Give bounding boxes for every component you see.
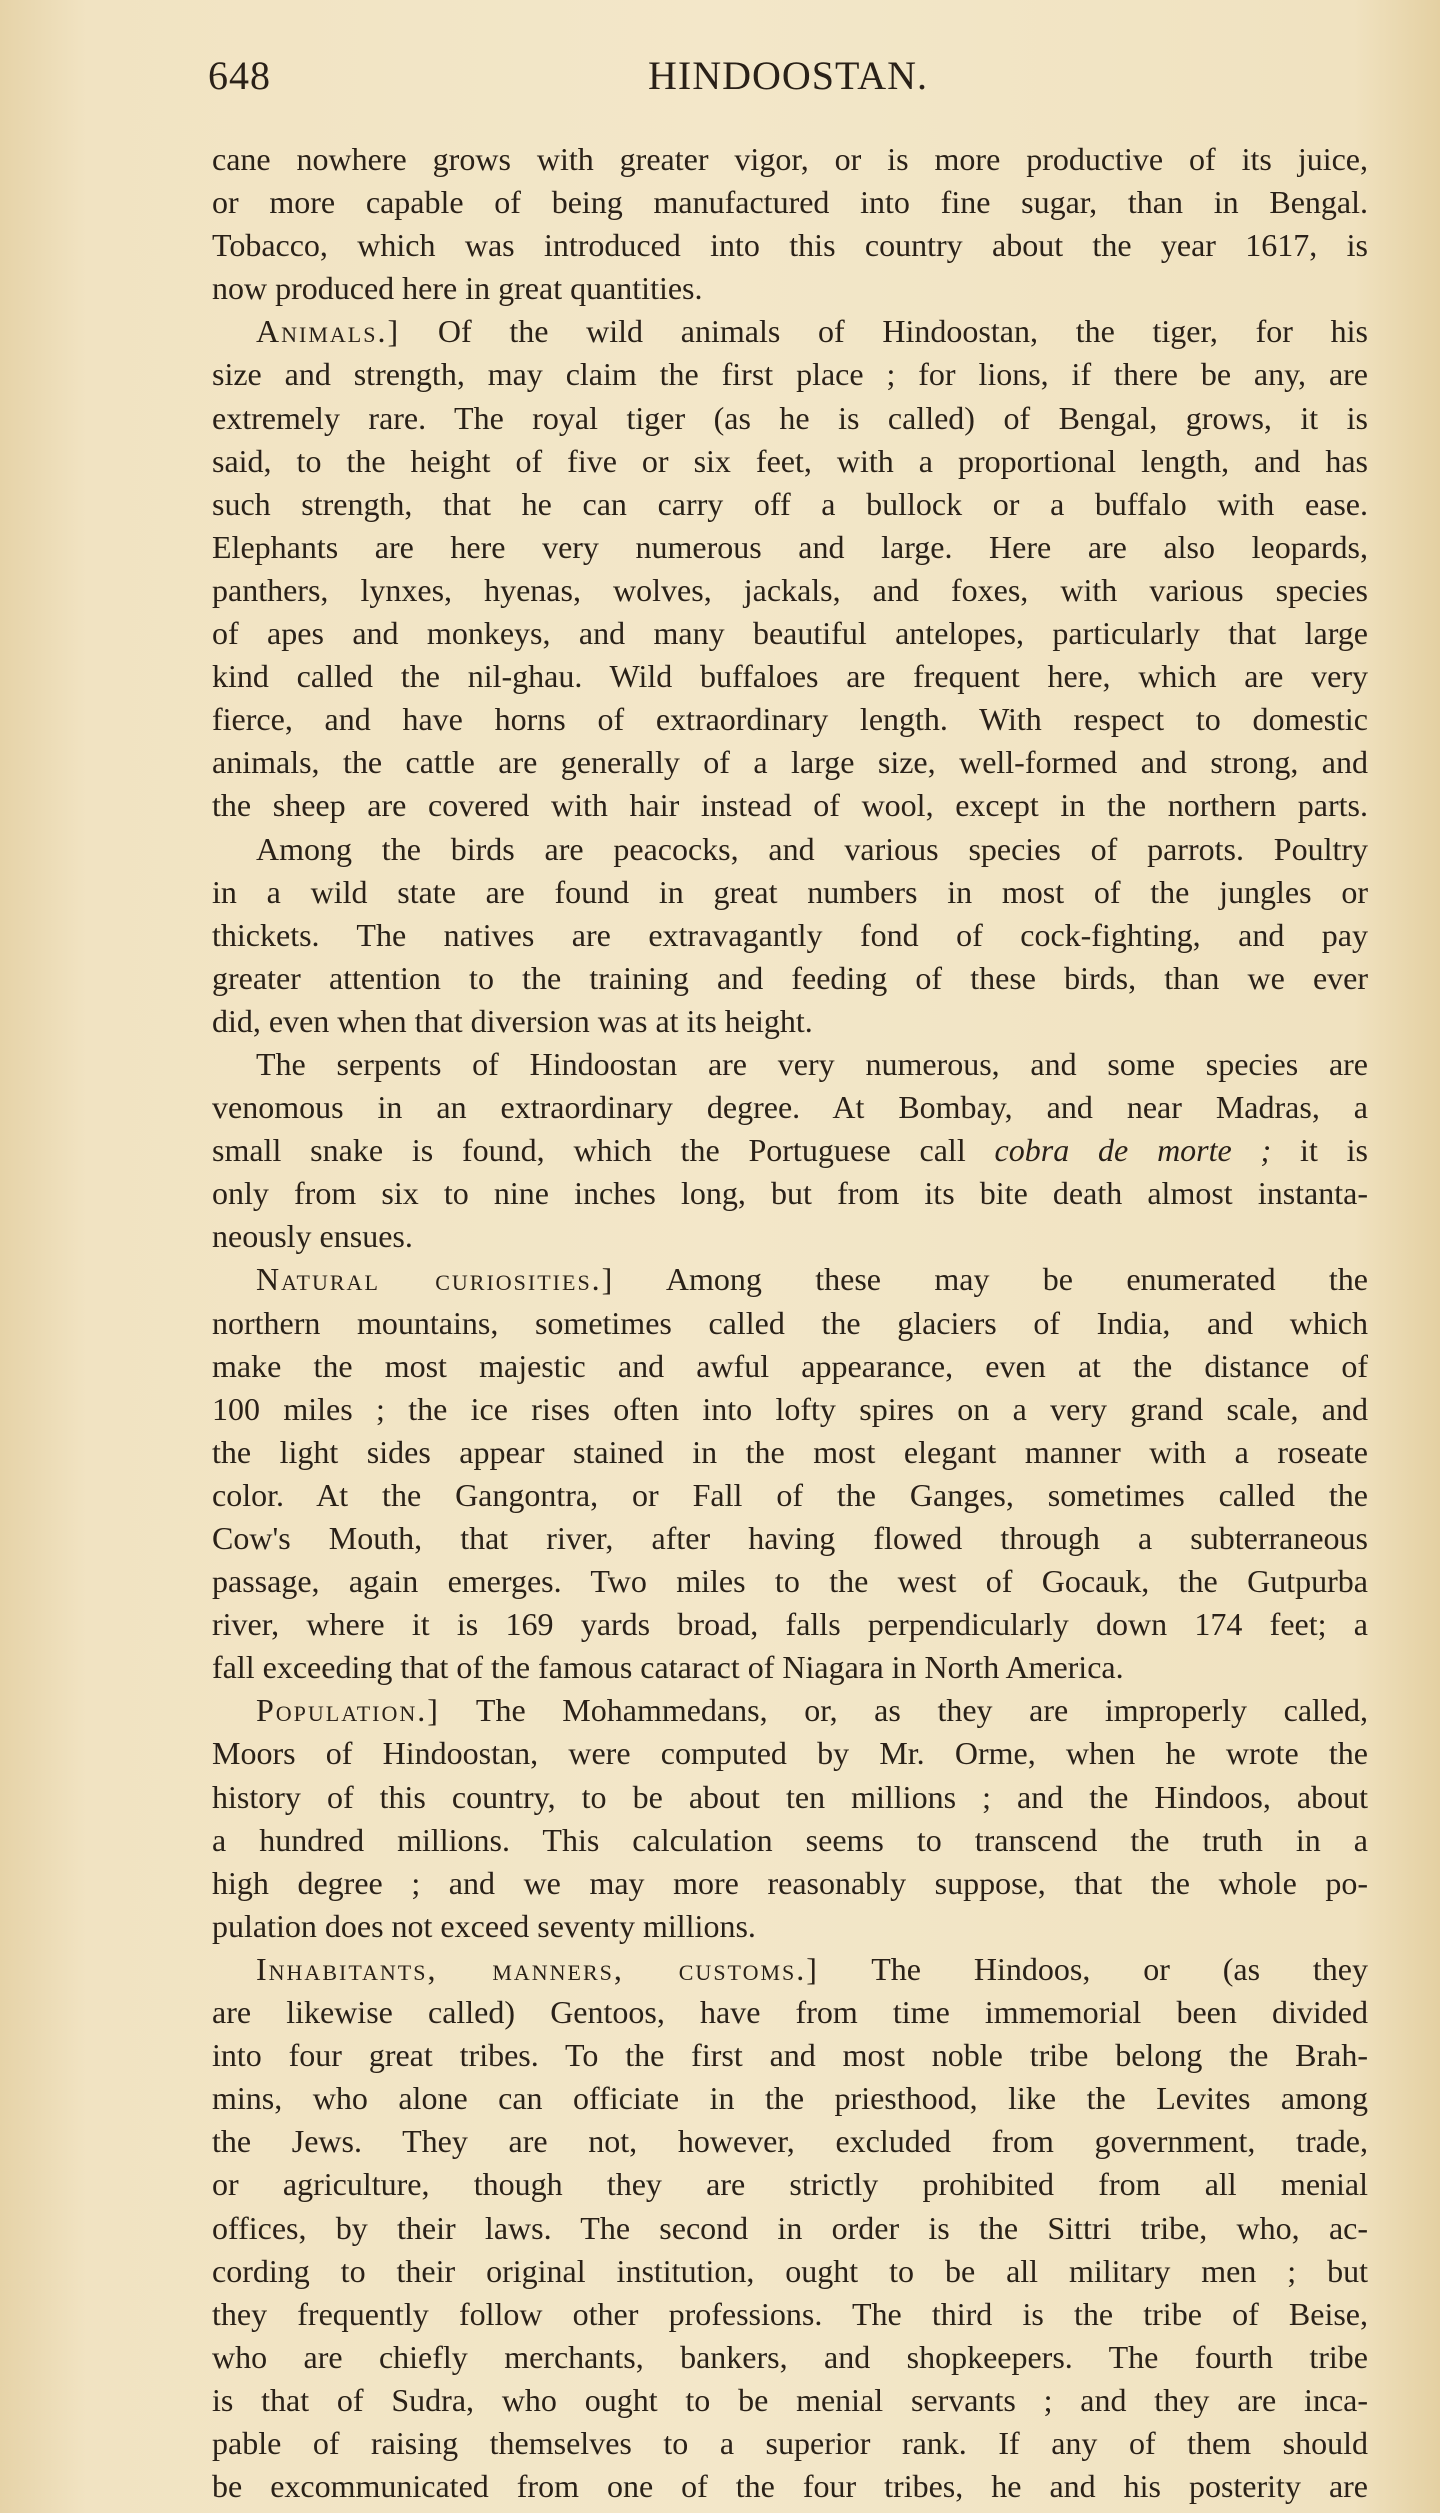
line-text: small snake is found, which the Portuguese call: [212, 1132, 995, 1169]
text-line: [212, 698, 1368, 741]
line-text: they frequently follow other professions. The third is the tribe of Beise,: [212, 2295, 1368, 2332]
line-text: river, where it is 169 yards broad, falls perpendicularly down 174 feet; a: [212, 1606, 1368, 1643]
line-text: Moors of Hindoostan, were computed by Mr. Orme, when he wrote the: [212, 1735, 1368, 1772]
text-line: [212, 741, 1368, 784]
text-line: [212, 310, 1368, 353]
line-text: northern mountains, sometimes called the glaciers of India, and which: [212, 1304, 1368, 1341]
text-line: [212, 957, 1368, 1000]
line-text: thickets. The natives are extravagantly fond of cock-fighting, and pay: [212, 916, 1368, 953]
text-line: [212, 181, 1368, 224]
text-line: [212, 1302, 1368, 1345]
line-text: mins, who alone can officiate in the priesthood, like the Levites among: [212, 2080, 1368, 2117]
line-text: the Jews. They are not, however, excluded from government, trade,: [212, 2123, 1368, 2160]
text-line: [212, 1474, 1368, 1517]
text-line: [212, 1646, 1368, 1689]
line-text: are likewise called) Gentoos, have from time immemorial been divided: [212, 1994, 1368, 2031]
text-line: [212, 397, 1368, 440]
text-line: [212, 1776, 1368, 1819]
line-text: Tobacco, which was introduced into this country about the year 1617, is: [212, 227, 1368, 264]
line-text: high degree ; and we may more reasonably suppose, that the whole po-: [212, 1864, 1368, 1901]
line-text: or agriculture, though they are strictly prohibited from all menial: [212, 2166, 1368, 2203]
line-text: a hundred millions. This calculation seems to transcend the truth in a: [212, 1821, 1368, 1858]
text-line: [212, 612, 1368, 655]
line-text: history of this country, to be about ten millions ; and the Hindoos, about: [212, 1778, 1368, 1815]
line-text: now produced here in great quantities.: [212, 270, 703, 307]
line-text: be excommunicated from one of the four tribes, he and his posterity are: [212, 2468, 1368, 2505]
text-line: [212, 1991, 1368, 2034]
line-text: is that of Sudra, who ought to be menial servants ; and they are inca-: [212, 2381, 1368, 2418]
page-header: [208, 52, 1368, 112]
text-line: [212, 1431, 1368, 1474]
line-text: Cow's Mouth, that river, after having flowed through a subterraneous: [212, 1520, 1368, 1556]
line-text: neously ensues.: [212, 1218, 413, 1255]
line-text-after: it is: [1271, 1132, 1368, 1169]
line-text: venomous in an extraordinary degree. At Bombay, and near Madras, a: [212, 1089, 1368, 1126]
text-line: [212, 784, 1368, 827]
text-line: [212, 1819, 1368, 1862]
text-line: [212, 224, 1368, 267]
text-line: [212, 871, 1368, 914]
line-text: the sheep are covered with hair instead of wool, except in the northern parts.: [212, 787, 1368, 824]
text-line: [212, 2250, 1368, 2293]
text-line: [212, 2077, 1368, 2120]
text-line: [212, 1517, 1368, 1560]
line-text: panthers, lynxes, hyenas, wolves, jackals, and foxes, with various species: [212, 571, 1368, 608]
line-text: The serpents of Hindoostan are very numerous, and some species are: [256, 1045, 1368, 1082]
line-text: said, to the height of five or six feet, with a proportional length, and has: [212, 442, 1368, 479]
line-text: color. At the Gangontra, or Fall of the Ganges, sometimes called the: [212, 1476, 1368, 1513]
line-text: such strength, that he can carry off a bullock or a buffalo with ease.: [212, 485, 1368, 522]
text-line: [212, 828, 1368, 871]
line-text: or more capable of being manufactured into fine sugar, than in Bengal.: [212, 184, 1368, 221]
line-text: make the most majestic and awful appearance, even at the distance of: [212, 1347, 1368, 1384]
line-text: pable of raising themselves to a superior rank. If any of them should: [212, 2424, 1368, 2461]
text-line: [212, 2034, 1368, 2077]
text-line: [212, 914, 1368, 957]
text-line: [212, 1215, 1368, 1258]
line-text: the light sides appear stained in the most elegant manner with a roseate: [212, 1433, 1368, 1470]
text-line: [212, 1258, 1368, 1301]
line-text: only from six to nine inches long, but from its bite death almost instanta-: [212, 1175, 1368, 1212]
text-line: [212, 1172, 1368, 1215]
text-line: [212, 655, 1368, 698]
line-text: of apes and monkeys, and many beautiful antelopes, particularly that large: [212, 615, 1368, 652]
running-title: HINDOOSTAN.: [647, 53, 928, 98]
text-line: [212, 1603, 1368, 1646]
text-line: [212, 1000, 1368, 1043]
line-text: did, even when that diversion was at its height.: [212, 1002, 813, 1039]
line-text: Among these may be enumerated the: [614, 1261, 1368, 1298]
text-line: [212, 2120, 1368, 2163]
section-heading: Natural curiosities.]: [256, 1261, 615, 1298]
line-text: Among the birds are peacocks, and various species of parrots. Poultry: [256, 830, 1368, 867]
body-text: [212, 138, 1368, 2508]
line-text: The Mohammedans, or, as they are improperly called,: [439, 1692, 1368, 1729]
text-line: [212, 2207, 1368, 2250]
text-line: [212, 1560, 1368, 1603]
text-line: [212, 2379, 1368, 2422]
text-line: [212, 1862, 1368, 1905]
text-line: [212, 1086, 1368, 1129]
line-text: kind called the nil-ghau. Wild buffaloes are frequent here, which are very: [212, 658, 1368, 695]
text-line: [212, 1388, 1368, 1431]
line-text: animals, the cattle are generally of a large size, well-formed and strong, and: [212, 744, 1368, 781]
text-line: [212, 483, 1368, 526]
italic-term: cobra de morte ;: [994, 1132, 1272, 1169]
text-line: [212, 2336, 1368, 2379]
section-heading: Inhabitants, manners, customs.]: [256, 1950, 819, 1987]
text-line: [212, 526, 1368, 569]
text-line: [212, 1043, 1368, 1086]
text-line: [212, 138, 1368, 181]
line-text: cane nowhere grows with greater vigor, or is more productive of its juice,: [212, 141, 1368, 177]
text-line: [212, 353, 1368, 396]
text-line: [212, 2465, 1368, 2508]
text-line: [212, 1345, 1368, 1388]
line-text: The Hindoos, or (as they: [818, 1950, 1368, 1987]
line-text: fall exceeding that of the famous cataract of Niagara in North America.: [212, 1649, 1124, 1686]
line-text: greater attention to the training and feeding of these birds, than we ever: [212, 959, 1368, 996]
text-line: [212, 1129, 1368, 1172]
text-line: [212, 1732, 1368, 1775]
text-line: [212, 569, 1368, 612]
section-heading: Animals.]: [256, 313, 401, 350]
text-line: [212, 2422, 1368, 2465]
text-line: [212, 2163, 1368, 2206]
line-text: cording to their original institution, ought to be all military men ; but: [212, 2252, 1368, 2289]
line-text: who are chiefly merchants, bankers, and shopkeepers. The fourth tribe: [212, 2338, 1368, 2375]
line-text: Of the wild animals of Hindoostan, the tiger, for his: [400, 313, 1368, 350]
text-line: [212, 2293, 1368, 2336]
text-line: [212, 1689, 1368, 1732]
page-number: 648: [208, 53, 271, 98]
line-text: in a wild state are found in great numbers in most of the jungles or: [212, 873, 1368, 910]
line-text: into four great tribes. To the first and most noble tribe belong the Brah-: [212, 2037, 1368, 2074]
line-text: Elephants are here very numerous and large. Here are also leopards,: [212, 528, 1368, 565]
line-text: size and strength, may claim the first place ; for lions, if there be any, are: [212, 356, 1368, 393]
line-text: fierce, and have horns of extraordinary length. With respect to domestic: [212, 701, 1368, 738]
line-text: 100 miles ; the ice rises often into lofty spires on a very grand scale, and: [212, 1390, 1368, 1427]
line-text: pulation does not exceed seventy millions.: [212, 1907, 756, 1944]
text-line: [212, 1948, 1368, 1991]
text-line: [212, 1905, 1368, 1948]
line-text: passage, again emerges. Two miles to the west of Gocauk, the Gutpurba: [212, 1563, 1368, 1600]
line-text: offices, by their laws. The second in order is the Sittri tribe, who, ac-: [212, 2209, 1368, 2246]
text-line: [212, 267, 1368, 310]
section-heading: Population.]: [256, 1692, 440, 1729]
line-text: extremely rare. The royal tiger (as he is called) of Bengal, grows, it is: [212, 399, 1368, 436]
text-line: [212, 440, 1368, 483]
